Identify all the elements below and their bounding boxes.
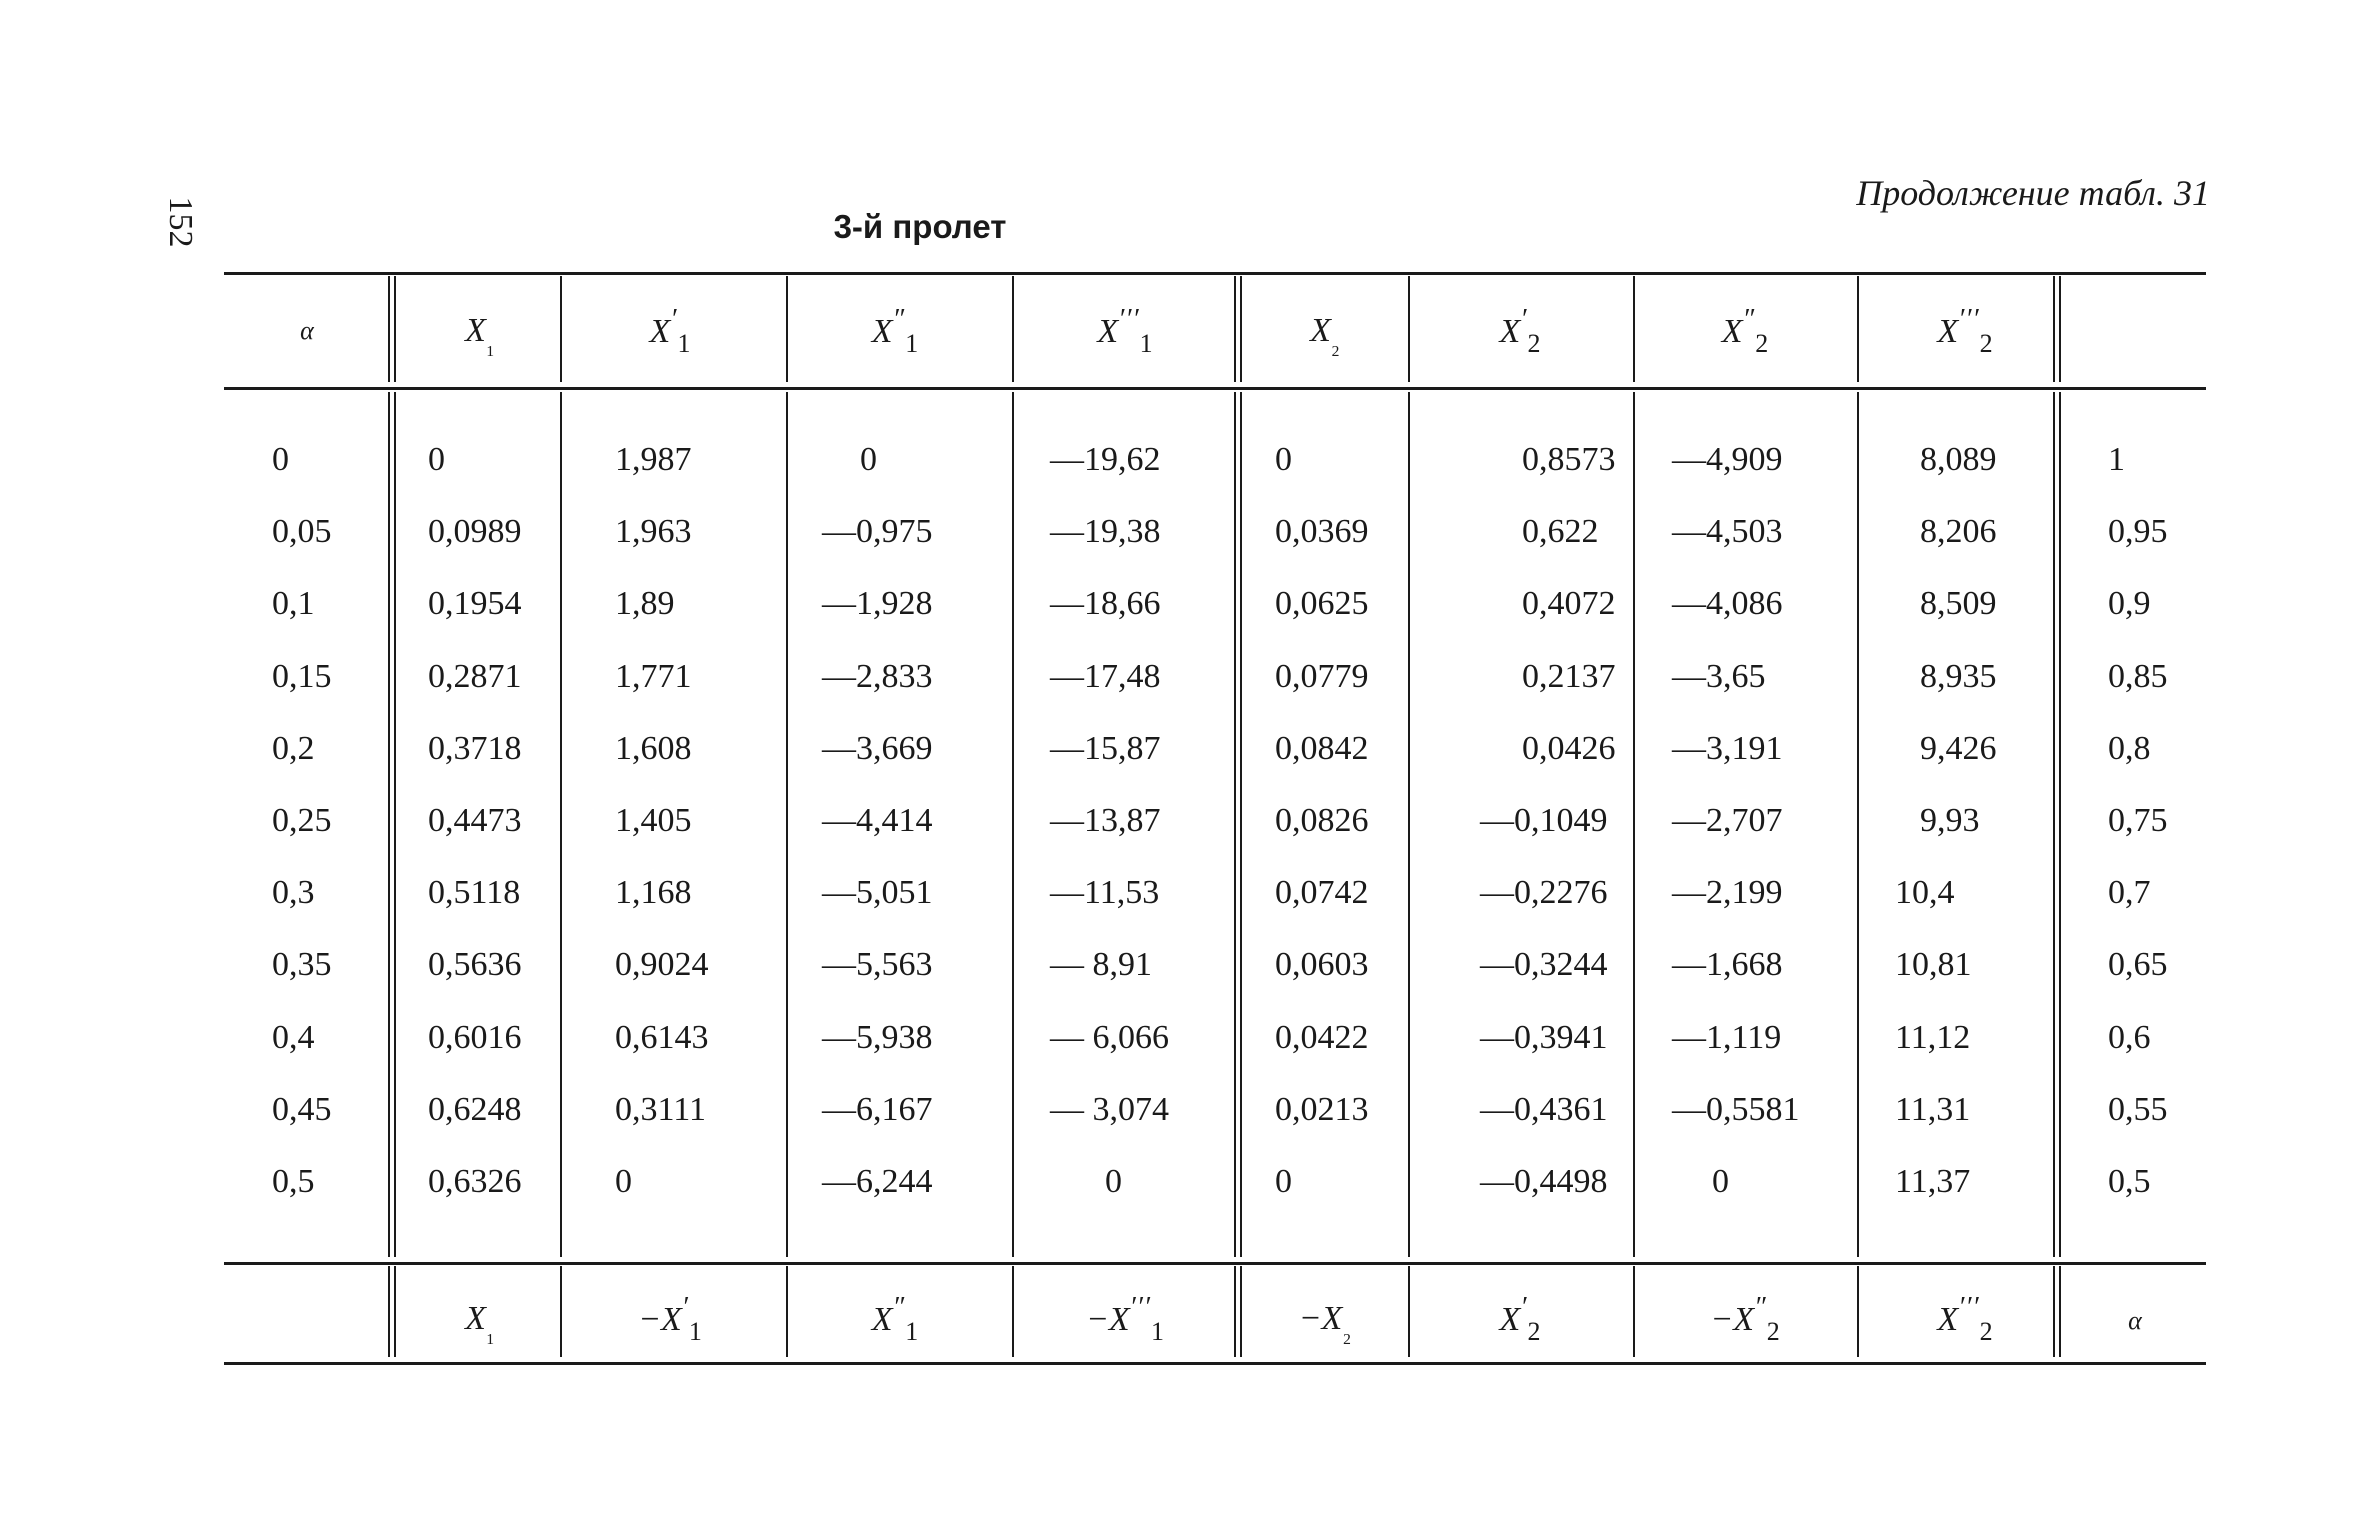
column-divider (1408, 1266, 1410, 1357)
table-cell: —0,2276 (1480, 874, 1608, 911)
footer-alpha: α (2128, 1306, 2142, 1335)
table-cell: 8,509 (1920, 585, 1997, 622)
table-cell: —11,53 (1050, 874, 1160, 911)
table-cell: —0,5581 (1672, 1091, 1800, 1128)
table-cell: 0 (1275, 1163, 1292, 1200)
table-cell: 0,9 (2108, 585, 2151, 622)
table-cell: —1,928 (822, 585, 933, 622)
table-cell: —3,65 (1672, 658, 1766, 695)
table-cell: —6,244 (822, 1163, 933, 1200)
column-divider (1857, 1266, 1859, 1357)
column-divider (1234, 276, 1242, 382)
table-cell: 9,426 (1920, 730, 1997, 767)
table-cell: —0,3244 (1480, 946, 1608, 983)
body-bottom-rule (224, 1262, 2206, 1265)
column-divider (1234, 392, 1242, 1257)
column-divider (2053, 276, 2061, 382)
column-divider (786, 392, 788, 1257)
table-cell: —2,707 (1672, 802, 1783, 839)
table-cell: — 6,066 (1050, 1019, 1169, 1056)
table-cell: 0,85 (2108, 658, 2168, 695)
header-x2-double-prime: $X''_2$ (1721, 304, 1769, 358)
table-cell: 8,089 (1920, 441, 1997, 478)
table-cell: 1,168 (615, 874, 692, 911)
column-divider (786, 276, 788, 382)
table-cell: 0,3718 (428, 730, 522, 767)
footer-x2-triple-prime: $X'''_2$ (1937, 1292, 1993, 1346)
table-cell: 11,31 (1895, 1091, 1971, 1128)
table-cell: 0 (615, 1163, 632, 1200)
header-x1-triple-prime: $X'''_1$ (1097, 304, 1153, 358)
table-cell: —0,975 (822, 513, 933, 550)
header-x1-double-prime: $X''_1$ (871, 304, 919, 358)
section-title: 3-й пролет (833, 208, 1007, 245)
table-cell: 0,15 (272, 658, 332, 695)
table-continuation-caption: Продолжение табл. 31 (1856, 173, 2210, 213)
table-cell: —2,833 (822, 658, 933, 695)
table-cell: 0,65 (2108, 946, 2168, 983)
column-divider (786, 1266, 788, 1357)
column-divider (388, 392, 396, 1257)
header-x2: $X_{_2}$ (1310, 312, 1340, 357)
table-cell: 0,2 (272, 730, 315, 767)
column-divider (2053, 392, 2061, 1257)
table-cell: 1,771 (615, 658, 692, 695)
table-cell: 0,7 (2108, 874, 2151, 911)
table-cell: 0,2871 (428, 658, 522, 695)
column-divider (1857, 392, 1859, 1257)
table-top-rule (224, 272, 2206, 275)
table-cell: 1 (2108, 441, 2125, 478)
table-cell: 0,75 (2108, 802, 2168, 839)
column-divider (388, 1266, 396, 1357)
page-number: 152 (162, 196, 199, 248)
table-cell: 0,5636 (428, 946, 522, 983)
table-cell: 0,6 (2108, 1019, 2151, 1056)
table-cell: —19,38 (1050, 513, 1161, 550)
column-divider (1408, 276, 1410, 382)
table-cell: —6,167 (822, 1091, 933, 1128)
table-cell: —4,086 (1672, 585, 1783, 622)
table-cell: 0,0603 (1275, 946, 1369, 983)
table-cell: 0,1 (272, 585, 315, 622)
table-cell: —0,3941 (1480, 1019, 1608, 1056)
table-cell: 0,5 (272, 1163, 315, 1200)
table-cell: —0,4498 (1480, 1163, 1608, 1200)
column-divider (1857, 276, 1859, 382)
footer-minus-x2-double-prime: $-X''_2$ (1710, 1292, 1780, 1346)
table-cell: 1,963 (615, 513, 692, 550)
table-cell: 0,25 (272, 802, 332, 839)
table-cell: 0,05 (272, 513, 332, 550)
column-divider (1012, 392, 1014, 1257)
table-cell: 0,0742 (1275, 874, 1369, 911)
table-cell: 10,81 (1895, 946, 1972, 983)
column-divider (560, 276, 562, 382)
column-divider (1633, 1266, 1635, 1357)
table-cell: 0,4 (272, 1019, 315, 1056)
footer-x2-prime: $X'_2$ (1499, 1292, 1541, 1346)
footer-x1: $X_{_1}$ (465, 1300, 495, 1345)
table-cell: 0,5118 (428, 874, 521, 911)
table-cell: 0,9024 (615, 946, 709, 983)
table-cell: 0,6326 (428, 1163, 522, 1200)
table-cell: —2,199 (1672, 874, 1783, 911)
table-cell: 0 (428, 441, 445, 478)
table-cell: 0,6143 (615, 1019, 709, 1056)
table-cell: 1,89 (615, 585, 675, 622)
table-cell: —5,051 (822, 874, 933, 911)
table-cell: 8,206 (1920, 513, 1997, 550)
table-cell: 0,0625 (1275, 585, 1369, 622)
table-cell: 11,37 (1895, 1163, 1971, 1200)
table-cell: 0,55 (2108, 1091, 2168, 1128)
table-cell: —15,87 (1050, 730, 1161, 767)
table-cell: 0,0213 (1275, 1091, 1369, 1128)
table-cell: —1,668 (1672, 946, 1783, 983)
table-cell: —17,48 (1050, 658, 1161, 695)
header-x1: $X_{_1}$ (465, 312, 495, 357)
table-cell: 0,1954 (428, 585, 522, 622)
table-cell: 0,6248 (428, 1091, 522, 1128)
column-divider (2053, 1266, 2061, 1357)
table-cell: 0,0369 (1275, 513, 1369, 550)
table-cell: 9,93 (1920, 802, 1980, 839)
footer-minus-x2: $-X_{_2}$ (1298, 1300, 1352, 1345)
table-cell: 0,0842 (1275, 730, 1369, 767)
column-divider (560, 392, 562, 1257)
table-cell: —18,66 (1050, 585, 1161, 622)
table-cell: —4,414 (822, 802, 933, 839)
table-cell: 10,4 (1895, 874, 1955, 911)
table-cell: —13,87 (1050, 802, 1161, 839)
table-cell: 0,6016 (428, 1019, 522, 1056)
table-cell: 1,987 (615, 441, 692, 478)
table-cell: 0,3111 (615, 1091, 706, 1128)
table-cell: 0,8 (2108, 730, 2151, 767)
column-divider (388, 276, 396, 382)
table-cell: 0 (860, 441, 877, 478)
footer-minus-x1-triple-prime: $-X'''_1$ (1085, 1292, 1165, 1346)
table-cell: — 3,074 (1050, 1091, 1169, 1128)
table-cell: —1,119 (1672, 1019, 1782, 1056)
table-cell: 0,0426 (1522, 730, 1616, 767)
table-cell: 8,935 (1920, 658, 1997, 695)
table-cell: 0 (1275, 441, 1292, 478)
table-cell: —19,62 (1050, 441, 1161, 478)
header-x2-prime: $X'_2$ (1499, 304, 1541, 358)
table-cell: 0,4473 (428, 802, 522, 839)
table-cell: 0,0422 (1275, 1019, 1369, 1056)
table-cell: —0,4361 (1480, 1091, 1608, 1128)
table-cell: 0,45 (272, 1091, 332, 1128)
column-divider (1234, 1266, 1242, 1357)
header-bottom-rule (224, 387, 2206, 390)
table-cell: 0,95 (2108, 513, 2168, 550)
table-cell: 0,622 (1522, 513, 1599, 550)
table-cell: —0,1049 (1480, 802, 1608, 839)
column-divider (560, 1266, 562, 1357)
column-divider (1408, 392, 1410, 1257)
table-cell: 0,35 (272, 946, 332, 983)
table-cell: 0 (272, 441, 289, 478)
table-cell: —5,938 (822, 1019, 933, 1056)
table-cell: —4,503 (1672, 513, 1783, 550)
footer-x1-double-prime: $X''_1$ (871, 1292, 919, 1346)
table-cell: 1,608 (615, 730, 692, 767)
column-divider (1633, 392, 1635, 1257)
table-cell: —3,191 (1672, 730, 1783, 767)
table-cell: —4,909 (1672, 441, 1783, 478)
header-x2-triple-prime: $X'''_2$ (1937, 304, 1993, 358)
table-cell: 0,3 (272, 874, 315, 911)
column-divider (1012, 1266, 1014, 1357)
table-cell: 0,0826 (1275, 802, 1369, 839)
table-cell: 0,0779 (1275, 658, 1369, 695)
header-x1-prime: $X'_1$ (649, 304, 691, 358)
column-divider (1633, 276, 1635, 382)
table-cell: 11,12 (1895, 1019, 1971, 1056)
table-bottom-rule (224, 1362, 2206, 1365)
footer-minus-x1-prime: $-X'_1$ (638, 1292, 702, 1346)
column-divider (1012, 276, 1014, 382)
table-cell: — 8,91 (1050, 946, 1152, 983)
table-cell: 0,2137 (1522, 658, 1616, 695)
table-cell: —3,669 (822, 730, 933, 767)
table-cell: 1,405 (615, 802, 692, 839)
table-cell: —5,563 (822, 946, 933, 983)
table-cell: 0,4072 (1522, 585, 1616, 622)
table-cell: 0,0989 (428, 513, 522, 550)
header-alpha: α (300, 316, 314, 345)
table-cell: 0 (1105, 1163, 1122, 1200)
table-cell: 0,8573 (1522, 441, 1616, 478)
table-cell: 0,5 (2108, 1163, 2151, 1200)
table-cell: 0 (1712, 1163, 1729, 1200)
